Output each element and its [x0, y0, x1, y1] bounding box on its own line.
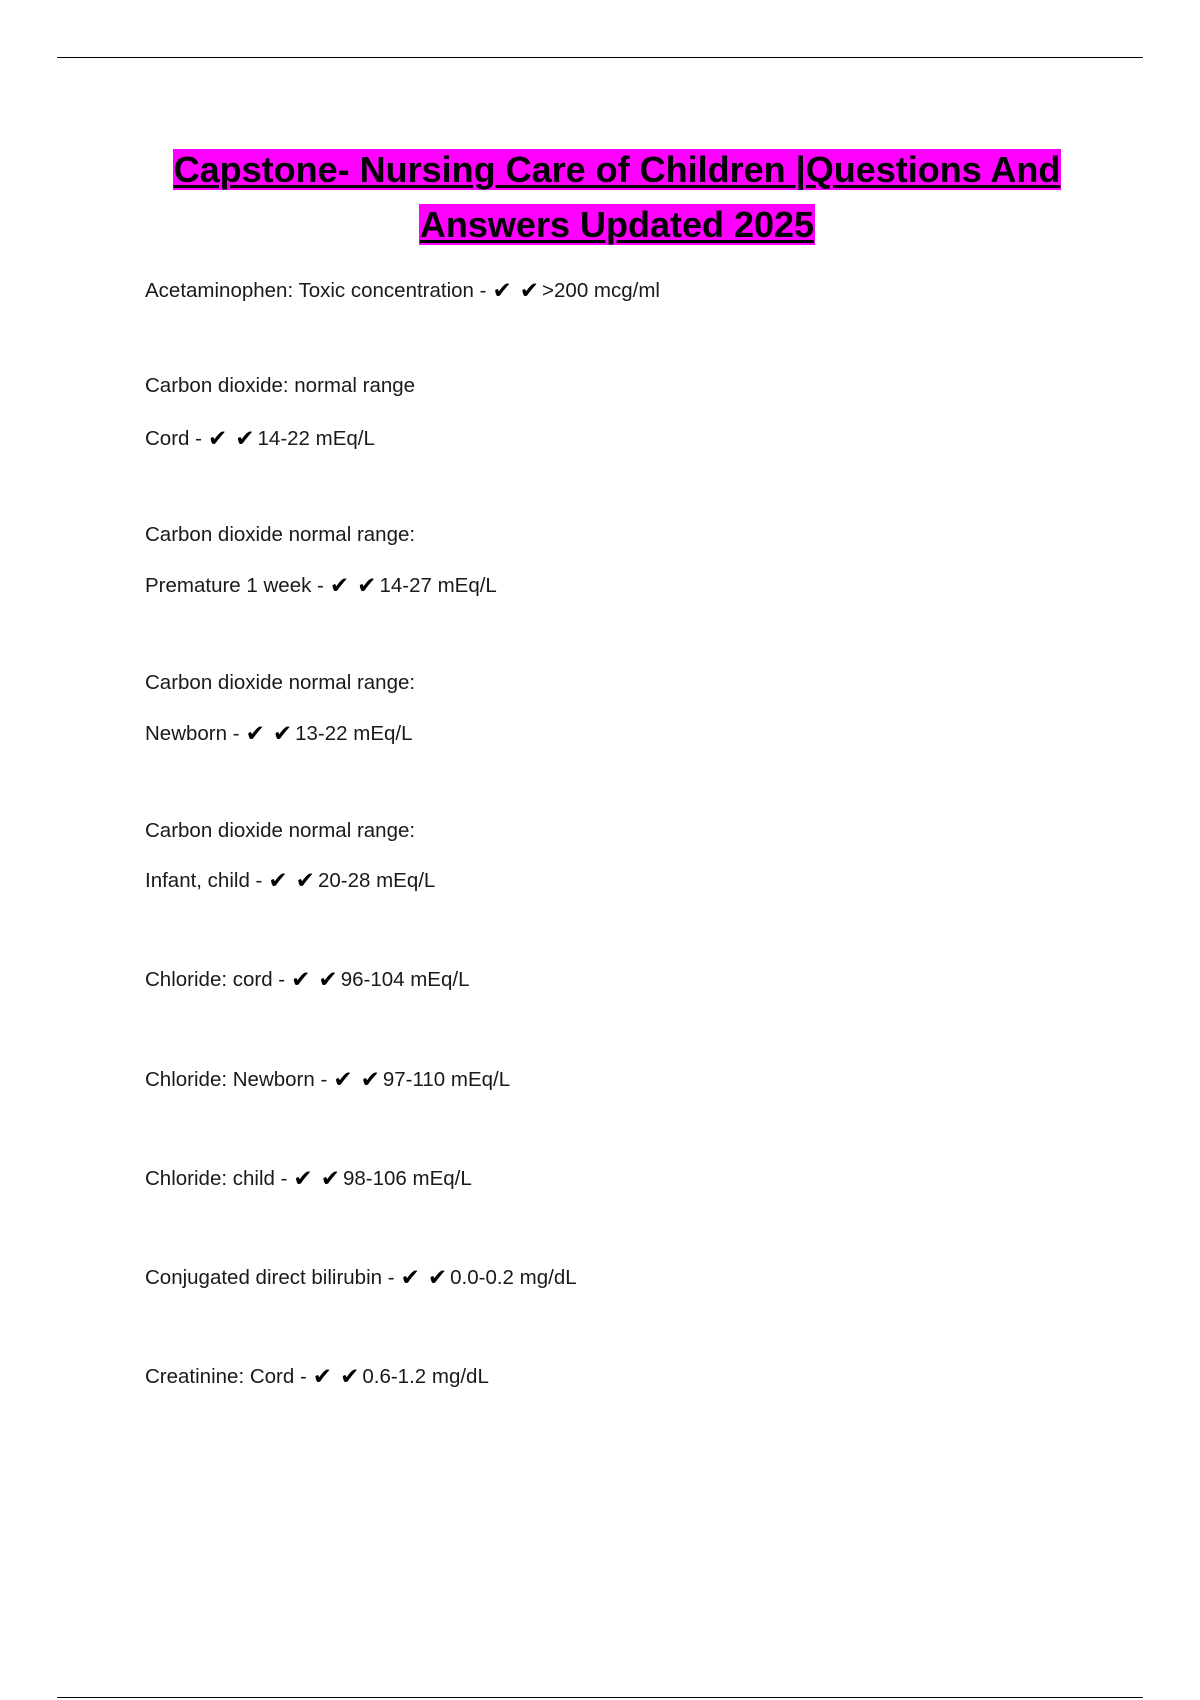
checkmark-icon: ✔ [293, 1166, 313, 1192]
checkmark-icon: ✔ [519, 278, 540, 304]
checkmark-icon: ✔ [400, 1265, 420, 1291]
qa-entry-chloride-newborn [145, 1067, 510, 1093]
title-line-1: Capstone- Nursing Care of Children |Questions And [173, 149, 1061, 190]
qa-entry-co2-cord [145, 426, 375, 452]
question-text: Infant, child - [145, 869, 263, 892]
checkmark-icon: ✔ [268, 868, 288, 894]
checkmark-icon: ✔ [427, 1265, 448, 1291]
question-text: Chloride: child - [145, 1167, 288, 1190]
answer-text: 98-106 mEq/L [342, 1167, 472, 1190]
question-text: Chloride: cord - [145, 968, 286, 991]
checkmark-icon: ✔ [245, 721, 265, 747]
question-intro-text: Carbon dioxide normal range: [145, 819, 416, 842]
question-text: Chloride: Newborn - [145, 1068, 328, 1091]
question-intro-text: Carbon dioxide: normal range [145, 374, 416, 397]
footer-rule [57, 1697, 1143, 1698]
question-text: Newborn - [145, 722, 240, 745]
qa-entry-co2-newborn [145, 721, 413, 747]
document-title [100, 142, 1134, 252]
checkmark-icon: ✔ [207, 426, 228, 452]
answer-text: >200 mcg/ml [542, 279, 660, 302]
qa-entry-conjugated-bilirubin [145, 1265, 577, 1291]
checkmark-icon: ✔ [318, 967, 338, 993]
question-intro-text: Carbon dioxide normal range: [145, 671, 416, 694]
checkmark-icon: ✔ [492, 278, 512, 304]
answer-text: 0.6-1.2 mg/dL [362, 1365, 489, 1388]
checkmark-icon: ✔ [312, 1364, 333, 1390]
checkmark-icon: ✔ [320, 1166, 340, 1192]
qa-entry-acetaminophen [145, 278, 660, 304]
question-intro [145, 373, 415, 399]
answer-text: 97-110 mEq/L [382, 1068, 511, 1091]
answer-text: 0.0-0.2 mg/dL [450, 1266, 577, 1289]
checkmark-icon: ✔ [295, 868, 315, 894]
checkmark-icon: ✔ [235, 426, 255, 452]
checkmark-icon: ✔ [357, 573, 377, 599]
qa-entry-co2-infant-child [145, 868, 435, 894]
question-text: Premature 1 week - [145, 574, 324, 597]
qa-entry-chloride-cord [145, 967, 469, 993]
checkmark-icon: ✔ [272, 721, 293, 747]
question-text: Creatinine: Cord - [145, 1365, 307, 1388]
qa-entry-co2-premature [145, 573, 497, 599]
question-intro [145, 522, 415, 548]
question-intro-text: Carbon dioxide normal range: [145, 523, 416, 546]
title-line-2: Answers Updated 2025 [419, 204, 815, 245]
question-text: Cord - [145, 427, 202, 450]
checkmark-icon: ✔ [360, 1067, 380, 1093]
answer-text: 14-22 mEq/L [257, 427, 375, 450]
answer-text: 20-28 mEq/L [317, 869, 436, 892]
checkmark-icon: ✔ [291, 967, 311, 993]
question-intro [145, 670, 415, 696]
answer-text: 14-27 mEq/L [379, 574, 497, 597]
checkmark-icon: ✔ [333, 1067, 353, 1093]
question-text: Acetaminophen: Toxic concentration - [145, 279, 487, 302]
question-text: Conjugated direct bilirubin - [145, 1266, 395, 1289]
checkmark-icon: ✔ [329, 573, 350, 599]
answer-text: 96-104 mEq/L [340, 968, 470, 991]
checkmark-icon: ✔ [340, 1364, 360, 1390]
header-rule [57, 57, 1143, 58]
qa-entry-creatinine-cord [145, 1364, 489, 1390]
answer-text: 13-22 mEq/L [295, 722, 413, 745]
qa-entry-chloride-child [145, 1166, 472, 1192]
question-intro [145, 818, 415, 844]
